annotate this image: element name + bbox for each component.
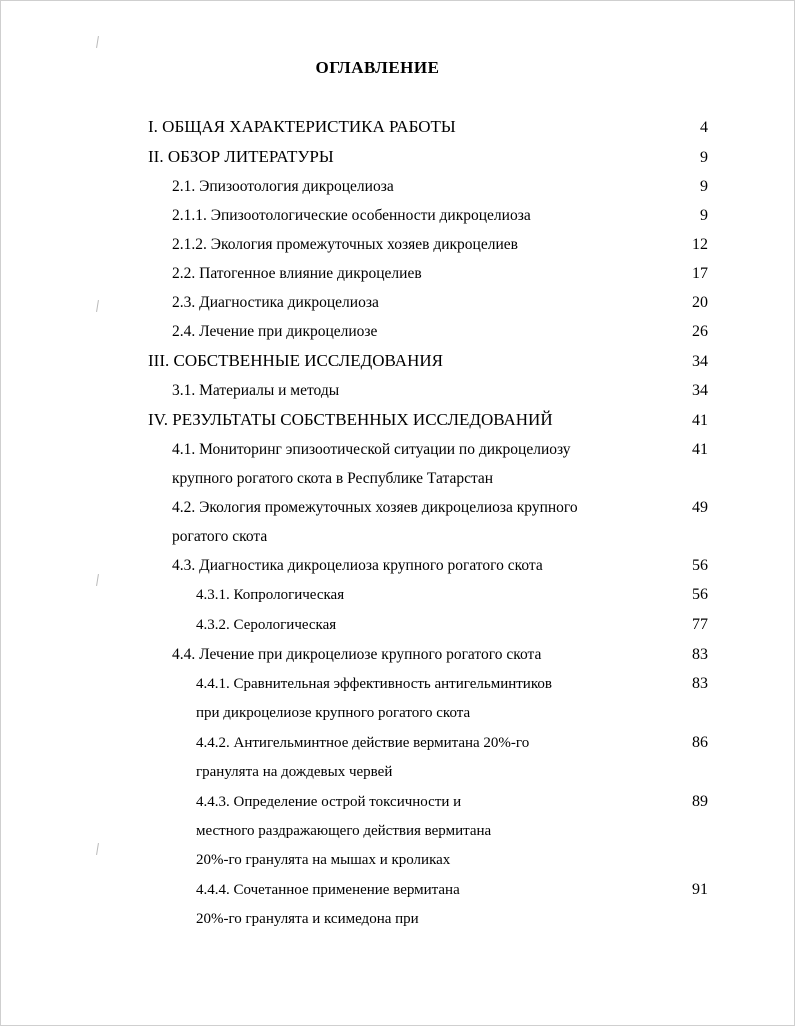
toc-entry-row[interactable] [148, 172, 708, 201]
toc-entry[interactable] [148, 580, 708, 610]
toc-entry-row[interactable] [148, 230, 708, 259]
toc-entry-page-number: 86 [692, 734, 708, 751]
table-of-contents [148, 112, 708, 934]
toc-entry[interactable] [148, 201, 708, 230]
toc-entry-label: IV. РЕЗУЛЬТАТЫ СОБСТВЕННЫХ ИССЛЕДОВАНИЙ [148, 410, 553, 429]
scan-artifact-mark [96, 300, 99, 312]
toc-entry[interactable] [148, 493, 708, 551]
toc-entry-continuation-line: рогатого скота [172, 528, 268, 545]
toc-entry-page-number: 49 [692, 499, 708, 516]
toc-entry-page-number: 83 [692, 675, 708, 692]
toc-entry[interactable] [148, 405, 708, 435]
toc-entry-row[interactable] [148, 317, 708, 346]
toc-entry-row[interactable] [148, 259, 708, 288]
toc-entry-label: 4.3.1. Копрологическая [196, 587, 345, 603]
toc-entry-row[interactable] [148, 201, 708, 230]
toc-entry-row[interactable] [148, 610, 708, 640]
toc-entry-row[interactable] [148, 551, 708, 580]
toc-entry-row[interactable] [148, 112, 708, 142]
toc-entry-row[interactable] [148, 669, 708, 699]
toc-entry[interactable] [148, 230, 708, 259]
toc-entry-page-number: 4 [700, 119, 708, 136]
toc-entry[interactable] [148, 288, 708, 317]
toc-entry-label: 4.3. Диагностика дикроцелиоза крупного рогатого скота [172, 557, 543, 574]
toc-entry-label: 4.4.4. Сочетанное применение вермитана [196, 882, 460, 898]
toc-entry-page-number: 12 [692, 236, 708, 253]
toc-entry-label: III. СОБСТВЕННЫЕ ИССЛЕДОВАНИЯ [148, 351, 443, 370]
page-title: ОГЛАВЛЕНИЕ [315, 58, 440, 77]
toc-entry-continuation-line: местного раздражающего действия вермитана [196, 823, 492, 839]
toc-entry-page-number: 83 [692, 646, 708, 663]
toc-entry-continuation-line: 20%-го гранулята на мышах и кроликах [196, 852, 451, 868]
toc-entry[interactable] [148, 376, 708, 405]
toc-entry[interactable] [148, 172, 708, 201]
toc-entry-page-number: 20 [692, 294, 708, 311]
toc-entry[interactable] [148, 142, 708, 172]
toc-entry-page-number: 41 [692, 412, 708, 429]
toc-entry-page-number: 9 [700, 149, 708, 166]
toc-entry-label: 4.1. Мониторинг эпизоотической ситуации по дикроцелиозу [172, 441, 571, 458]
toc-entry[interactable] [148, 435, 708, 493]
toc-entry-continuation-line: при дикроцелиозе крупного рогатого скота [196, 705, 471, 721]
toc-entry-page-number: 91 [692, 881, 708, 898]
toc-entry-label: 4.4. Лечение при дикроцелиозе крупного рогатого скота [172, 646, 542, 663]
toc-entry-row[interactable] [148, 728, 708, 758]
toc-entry-row[interactable] [148, 142, 708, 172]
toc-entry-page-number: 56 [692, 557, 708, 574]
toc-entry-label: 2.1.1. Эпизоотологические особенности дикроцелиоза [172, 207, 531, 224]
toc-entry-row[interactable] [148, 640, 708, 669]
toc-entry[interactable] [148, 610, 708, 640]
toc-entry-continuation-line: гранулята на дождевых червей [196, 764, 393, 780]
toc-entry-label: 4.2. Экология промежуточных хозяев дикроцелиоза крупного [172, 499, 578, 516]
toc-entry-label: II. ОБЗОР ЛИТЕРАТУРЫ [148, 147, 334, 166]
toc-entry-label: 4.3.2. Серологическая [196, 617, 337, 633]
toc-entry[interactable] [148, 728, 708, 787]
toc-entry-row[interactable] [148, 787, 708, 817]
toc-entry[interactable] [148, 112, 708, 142]
toc-entry-label: 2.3. Диагностика дикроцелиоза [172, 294, 379, 311]
toc-entry[interactable] [148, 669, 708, 728]
toc-entry-label: 4.4.1. Сравнительная эффективность антигельминтиков [196, 676, 552, 692]
toc-entry[interactable] [148, 640, 708, 669]
toc-entry-label: I. ОБЩАЯ ХАРАКТЕРИСТИКА РАБОТЫ [148, 117, 456, 136]
toc-entry[interactable] [148, 317, 708, 346]
toc-entry-label: 2.1.2. Экология промежуточных хозяев дикроцелиев [172, 236, 518, 253]
toc-entry[interactable] [148, 259, 708, 288]
toc-entry[interactable] [148, 346, 708, 376]
scan-artifact-mark [96, 843, 99, 855]
toc-entry-row[interactable] [148, 405, 708, 435]
toc-entry-row[interactable] [148, 435, 708, 464]
toc-entry-page-number: 89 [692, 793, 708, 810]
toc-entry-label: 2.1. Эпизоотология дикроцелиоза [172, 178, 394, 195]
toc-entry-row[interactable] [148, 288, 708, 317]
toc-entry-page-number: 17 [692, 265, 708, 282]
toc-entry-page-number: 26 [692, 323, 708, 340]
toc-entry-page-number: 34 [692, 382, 708, 399]
toc-entry-page-number: 34 [692, 353, 708, 370]
toc-entry-page-number: 9 [700, 178, 708, 195]
toc-entry-row[interactable] [148, 376, 708, 405]
toc-entry-page-number: 77 [692, 616, 708, 633]
toc-entry-label: 2.2. Патогенное влияние дикроцелиев [172, 265, 422, 282]
toc-entry-row[interactable] [148, 580, 708, 610]
toc-entry-page-number: 41 [692, 441, 708, 458]
toc-entry-page-number: 56 [692, 586, 708, 603]
toc-entry-continuation-line: крупного рогатого скота в Республике Татарстан [172, 470, 494, 487]
scan-artifact-mark [96, 574, 99, 586]
toc-entry-label: 3.1. Материалы и методы [172, 382, 340, 399]
toc-entry-label: 4.4.3. Определение острой токсичности и [196, 794, 462, 810]
toc-entry-row[interactable] [148, 875, 708, 905]
toc-entry-continuation-line: 20%-го гранулята и ксимедона при [196, 911, 419, 927]
toc-entry-label: 2.4. Лечение при дикроцелиозе [172, 323, 378, 340]
toc-entry-row[interactable] [148, 493, 708, 522]
toc-entry[interactable] [148, 551, 708, 580]
toc-entry-row[interactable] [148, 346, 708, 376]
toc-entry[interactable] [148, 787, 708, 875]
toc-entry-label: 4.4.2. Антигельминтное действие вермитана 20%-го [196, 735, 530, 751]
toc-entry[interactable] [148, 875, 708, 934]
toc-entry-page-number: 9 [700, 207, 708, 224]
